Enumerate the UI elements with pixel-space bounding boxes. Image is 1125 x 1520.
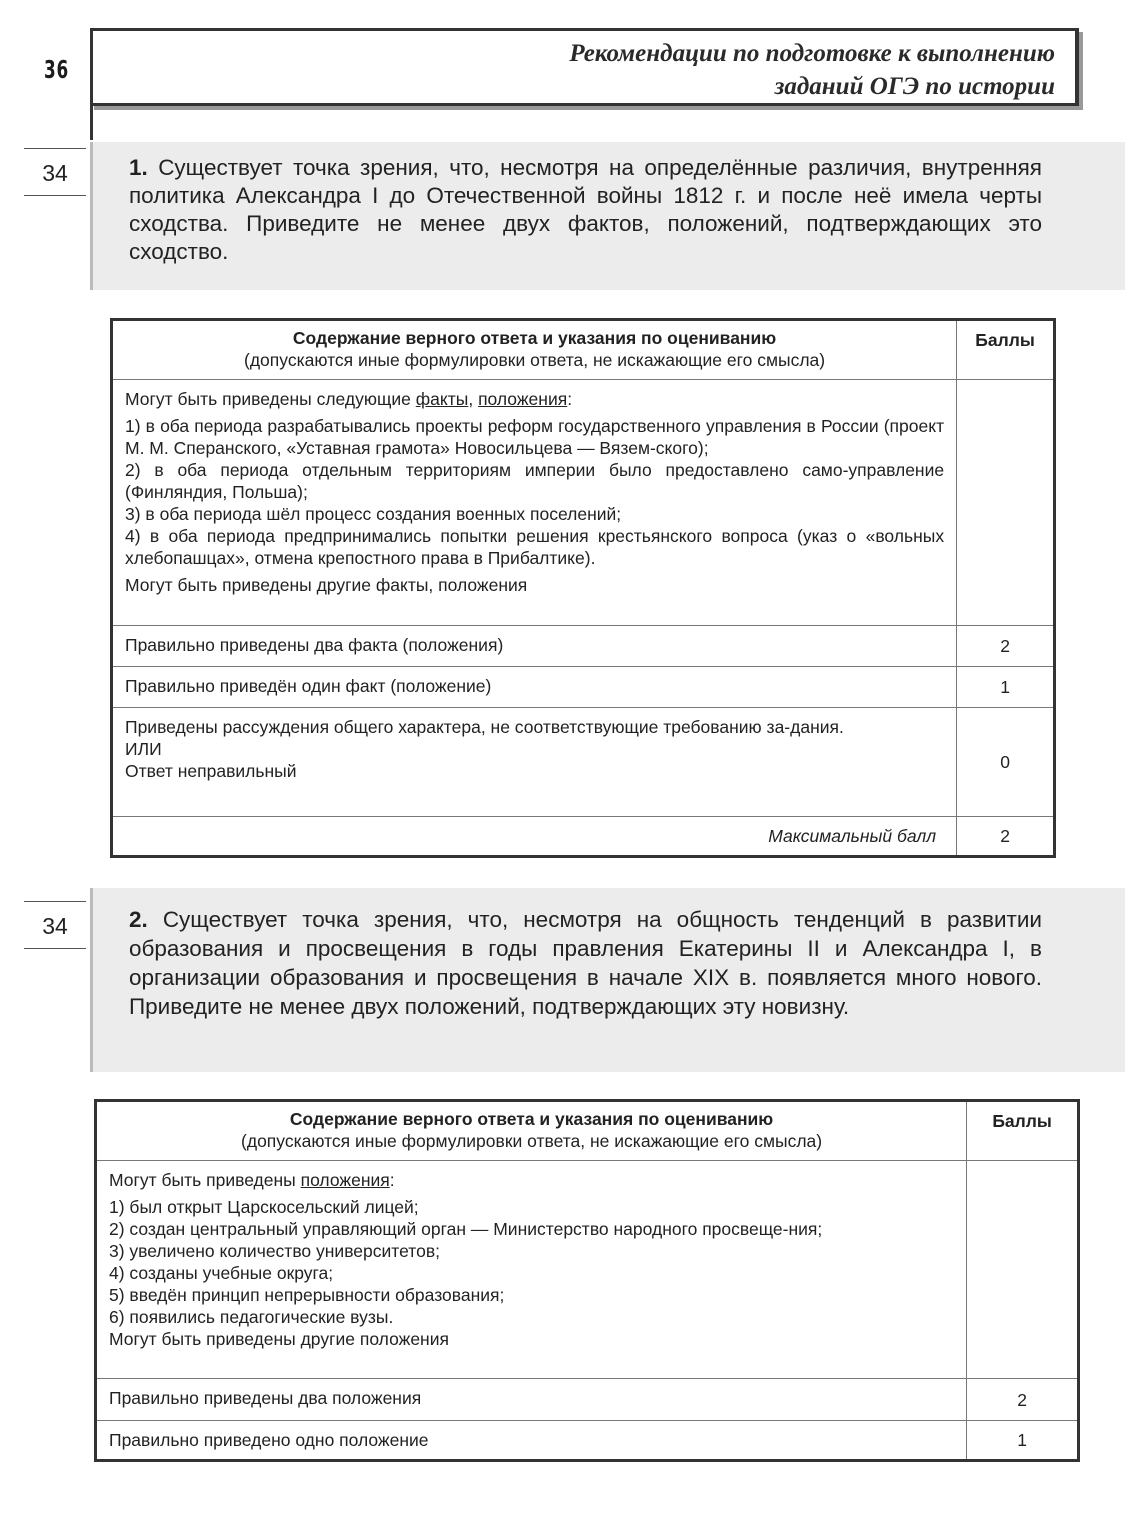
criterion-score: 2 [957,626,1055,667]
task-1-number: 34 [24,160,86,196]
answer-lead [109,1169,954,1191]
header-main: Содержание верного ответа и указания по оцениванию [292,328,777,348]
task-1-index: 1. [129,155,148,180]
running-header [90,28,1079,106]
criterion-text: Правильно приведён один факт (положение) [112,667,957,708]
zero-line-3: Ответ неправильный [125,761,297,781]
table-row [112,667,1055,708]
list-item: 2) в оба периода отдельным территориям империи было предоставлено само-управление (Финляндия, Польша); [125,460,945,502]
lead-word-facts: факты [415,389,469,409]
max-score-label: Максимальный балл [112,817,957,857]
list-item: 3) увеличено количество университетов; [109,1241,440,1261]
list-item: 4) в оба периода предпринимались попытки решения крестьянского вопроса (указ о «вольных хлебопашцах», отмена крепостного права в Прибалтике). [125,526,945,568]
header-score: Баллы [957,320,1055,380]
max-score-value: 2 [957,817,1055,857]
zero-line-2: ИЛИ [125,739,162,759]
criterion-text: Правильно приведено одно положение [96,1421,967,1461]
criterion-score: 1 [967,1421,1079,1461]
lead-suffix: : [567,389,573,409]
empty-score-cell [957,380,1055,626]
lead-prefix: Могут быть приведены следующие [125,389,416,409]
header-line-1: Рекомендации по подготовке к выполнению [569,40,1055,67]
header-main: Содержание верного ответа и указания по оцениванию [289,1109,774,1129]
criterion-score: 2 [967,1379,1079,1421]
lead-suffix: : [389,1170,395,1190]
criterion-text [112,708,957,817]
list-item: 1) был открыт Царскосельский лицей; [109,1197,419,1217]
task-2-question: Существует точка зрения, что, несмотря на общность тенденций в развитии образования и просвещения в годы правления Екатерины II и Александра I, в организации образования и просвещения в начале XIX в. появляется много нового. Приведите не менее двух положений, подтверждающих эту новизну. [129,907,1042,1019]
table-row [112,626,1055,667]
lead-word-positions: положения [300,1170,390,1190]
header-sub: (допускаются иные формулировки ответа, не искажающие его смысла) [244,350,826,370]
criterion-score: 0 [957,708,1055,817]
list-item: 2) создан центральный управляющий орган — Министерство народного просвеще-ния; [109,1219,823,1239]
table-row [112,817,1055,857]
criterion-text: Правильно приведены два положения [96,1379,967,1421]
task-2-index: 2. [129,907,148,932]
list-item: 3) в оба периода шёл процесс создания военных поселений; [125,504,622,524]
empty-score-cell [967,1161,1079,1379]
lead-word-positions: положения [478,389,568,409]
task-1-question: Существует точка зрения, что, несмотря на определённые различия, внутренняя политика Александра I до Отечественной войны 1812 г. и после неё имела черты сходства. Приведите не менее двух фактов, положений, подтверждающих это сходство. [129,155,1042,264]
answer-content [112,380,957,626]
list-item: 1) в оба периода разрабатывались проекты реформ государственного управления в России (проект М. М. Сперанского, «Уставная грамота» Новосильцева — Вязем-ского); [125,416,945,458]
lead-sep: , [468,389,479,409]
zero-line-1: Приведены рассуждения общего характера, не соответствующие требованию за-дания. [125,717,844,737]
table-header-content [112,320,957,380]
task-2-panel [90,888,1125,1072]
answer-closing: Могут быть приведены другие факты, положения [125,575,528,595]
lead-prefix: Могут быть приведены [109,1170,301,1190]
table-row [112,708,1055,817]
table-content-row [112,380,1055,626]
header-score: Баллы [967,1101,1079,1161]
header-sub: (допускаются иные формулировки ответа, не искажающие его смысла) [241,1131,823,1151]
task-1-panel [90,142,1125,290]
table-row [96,1379,1079,1421]
task-2-number: 34 [24,913,86,949]
page-number: 36 [44,55,69,84]
header-title [569,37,1055,103]
criterion-score: 1 [957,667,1055,708]
list-item: 5) введён принцип непрерывности образования; [109,1285,505,1305]
answer-content [96,1161,967,1379]
list-item: 4) созданы учебные округа; [109,1263,334,1283]
table-header-row [112,320,1055,380]
task-2-criteria-table [94,1099,1080,1462]
answer-lead [125,388,944,410]
table-header-row [96,1101,1079,1161]
table-row [96,1421,1079,1461]
task-1-text [129,154,1042,266]
table-content-row [96,1161,1079,1379]
answer-closing: Могут быть приведены другие положения [109,1329,449,1349]
header-line-2: заданий ОГЭ по истории [774,73,1055,100]
task-2-text [129,905,1042,1021]
header-divider [90,100,93,140]
table-header-content [96,1101,967,1161]
list-item: 6) появились педагогические вузы. [109,1307,394,1327]
task-1-criteria-table [110,318,1056,858]
criterion-text: Правильно приведены два факта (положения) [112,626,957,667]
